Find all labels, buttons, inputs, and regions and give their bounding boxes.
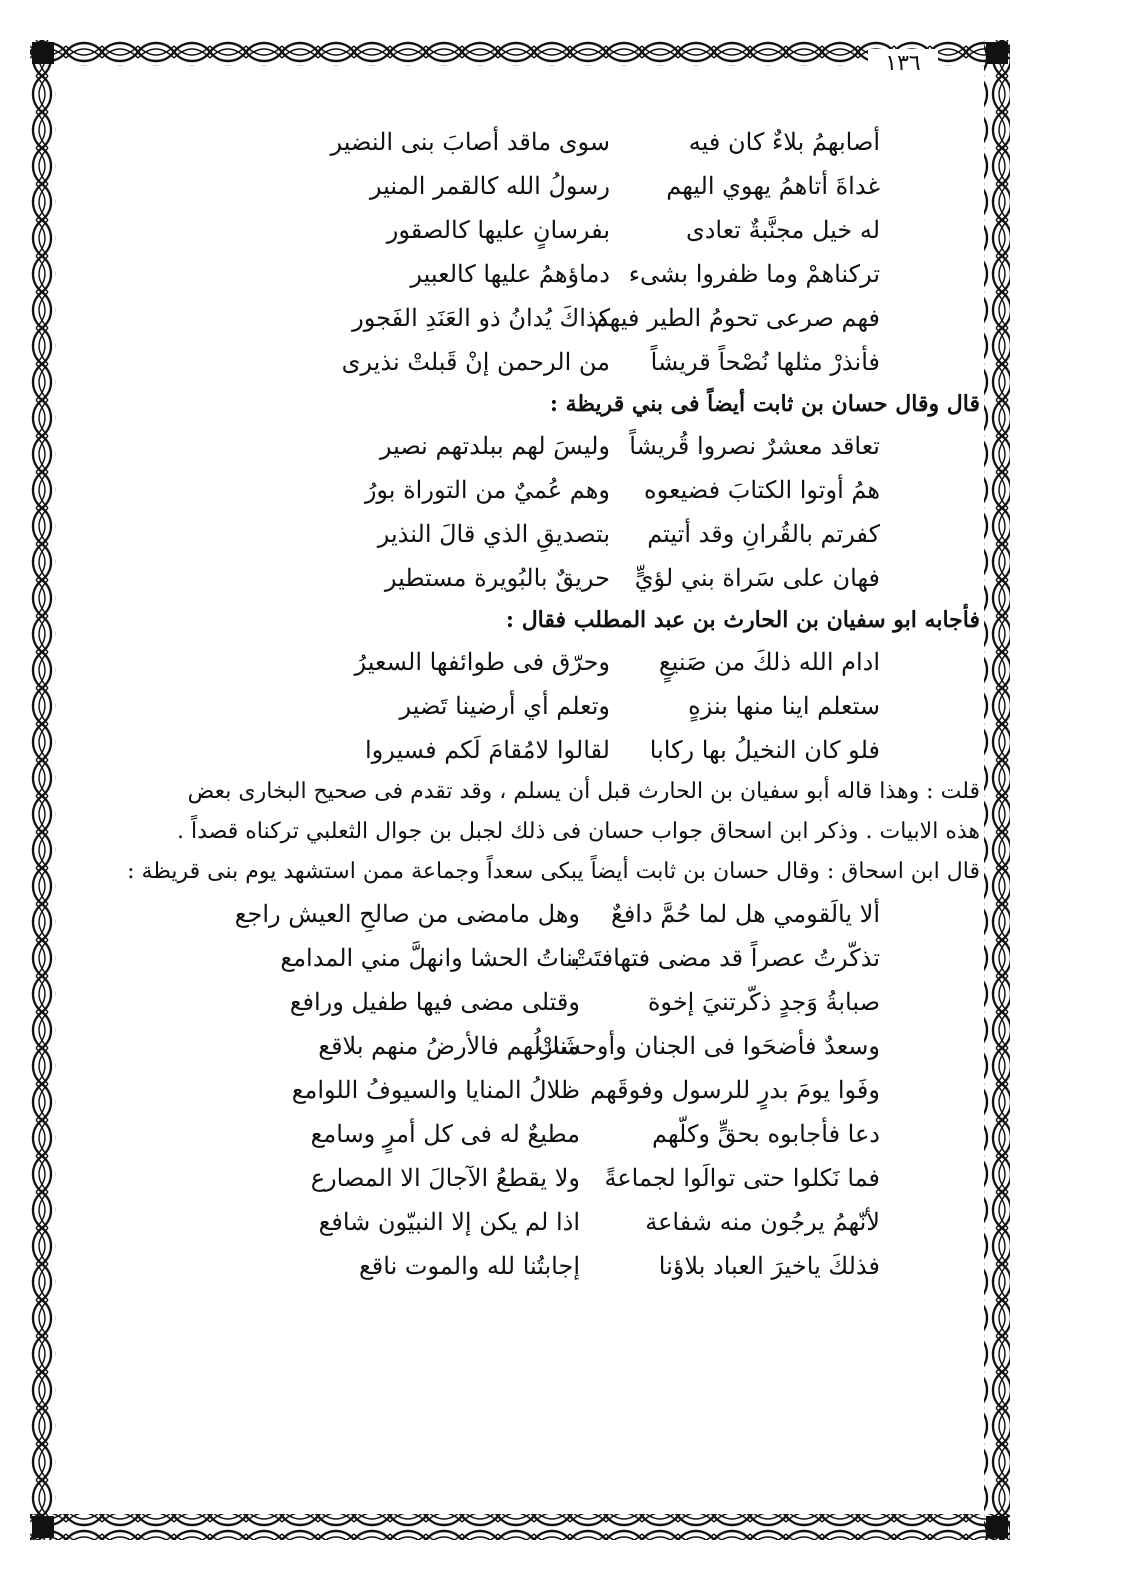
verse-line xyxy=(80,1112,880,1156)
verse-second-hemistich: بفرسانٍ عليها كالصقور xyxy=(386,216,610,244)
poem-1 xyxy=(80,120,880,384)
verse-second-hemistich: وقتلى مضى فيها طفيل ورافع xyxy=(289,988,580,1016)
verse-line xyxy=(80,728,880,772)
verse-second-hemistich: بتصديقِ الذي قالَ النذير xyxy=(377,520,610,548)
verse-line xyxy=(80,556,880,600)
verse-first-hemistich: وسعدٌ فأضحَوا فى الجنان وأوحشَتْ xyxy=(537,1032,880,1060)
verse-second-hemistich: مطيعٌ له فى كل أمرٍ وسامع xyxy=(310,1120,580,1148)
verse-first-hemistich: لأنّهمُ يرجُون منه شفاعة xyxy=(645,1208,880,1236)
verse-second-hemistich: ولا يقطعُ الآجالَ الا المصارع xyxy=(310,1164,580,1192)
verse-line xyxy=(80,164,880,208)
verse-first-hemistich: تركناهمْ وما ظفروا بشىء xyxy=(628,260,880,288)
verse-line xyxy=(80,120,880,164)
verse-line xyxy=(80,1156,880,1200)
verse-first-hemistich: فهم صرعى تحومُ الطير فيهم xyxy=(593,304,880,332)
prose-paragraph xyxy=(80,772,980,892)
verse-line xyxy=(80,296,880,340)
prose-line: قلت : وهذا قاله أبو سفيان بن الحارث قبل أن يسلم ، وقد تقدم فى صحيح البخارى بعض xyxy=(187,779,980,804)
verse-second-hemistich: وهم عُميٌ من التوراة بورُ xyxy=(364,476,610,504)
verse-second-hemistich: سوى ماقد أصابَ بنى النضير xyxy=(330,128,610,156)
verse-line xyxy=(80,980,880,1024)
page-number: ١٣٦ xyxy=(868,49,938,79)
verse-line xyxy=(80,252,880,296)
verse-line xyxy=(80,468,880,512)
verse-first-hemistich: ادام الله ذلكَ من صَنيعٍ xyxy=(658,648,880,676)
verse-line xyxy=(80,892,880,936)
verse-line xyxy=(80,208,880,252)
verse-first-hemistich: فما نَكلوا حتى توالَوا لجماعةً xyxy=(604,1164,880,1192)
verse-line xyxy=(80,640,880,684)
verse-first-hemistich: دعا فأجابوه بحقٍّ وكلّهم xyxy=(652,1120,880,1148)
verse-line xyxy=(80,424,880,468)
verse-first-hemistich: ألا يالَقومي هل لما حُمَّ دافعٌ xyxy=(611,900,880,928)
verse-second-hemistich: حريقٌ بالبُويرة مستطير xyxy=(384,564,610,592)
verse-second-hemistich: كذاكَ يُدانُ ذو العَنَدِ الفَجور xyxy=(352,304,610,332)
verse-second-hemistich: وحرّق فى طوائفها السعيرُ xyxy=(354,648,610,676)
verse-second-hemistich: بناتُ الحشا وانهلَّ مني المدامع xyxy=(280,944,580,972)
verse-line xyxy=(80,936,880,980)
poem-3 xyxy=(80,640,880,772)
verse-second-hemistich: منازلُهم فالأرضُ منهم بلاقع xyxy=(318,1032,580,1060)
section-heading-2: فأجابه ابو سفيان بن الحارث بن عبد المطلب فقال : xyxy=(505,607,980,633)
verse-line xyxy=(80,1024,880,1068)
verse-second-hemistich: اذا لم يكن إلا النبيّون شافع xyxy=(318,1208,580,1236)
verse-first-hemistich: فهان على سَراة بني لؤيٍّ xyxy=(634,564,880,592)
verse-first-hemistich: تعاقد معشرٌ نصروا قُريشاً xyxy=(629,432,880,460)
verse-first-hemistich: صبابةُ وَجدٍ ذكّرتنيَ إخوة xyxy=(647,988,880,1016)
verse-line xyxy=(80,684,880,728)
verse-line xyxy=(80,1068,880,1112)
section-heading-1: قال وقال حسان بن ثابت أيضاً فى بني قريظة : xyxy=(549,391,980,417)
verse-second-hemistich: وهل مامضى من صالحِ العيش راجع xyxy=(234,900,580,928)
prose-line: قال ابن اسحاق : وقال حسان بن ثابت أيضاً يبكى سعداً وجماعة ممن استشهد يوم بنى قريظة : xyxy=(127,859,980,884)
verse-second-hemistich: من الرحمن إنْ قَبلتْ نذيرى xyxy=(341,348,610,376)
verse-line xyxy=(80,512,880,556)
verse-line xyxy=(80,1200,880,1244)
verse-line xyxy=(80,1244,880,1288)
verse-first-hemistich: تذكّرتُ عصراً قد مضى فتهافتَتْ xyxy=(570,944,880,972)
verse-second-hemistich: لقالوا لامُقامَ لَكم فسيروا xyxy=(364,736,610,764)
page-content xyxy=(80,120,980,1288)
verse-second-hemistich: وليسَ لهم ببلدتهم نصير xyxy=(379,432,610,460)
poem-4 xyxy=(80,892,880,1288)
verse-first-hemistich: له خيل مجنَّبةٌ تعادى xyxy=(685,216,880,244)
verse-line xyxy=(80,340,880,384)
verse-first-hemistich: وفَوا يومَ بدرٍ للرسول وفوقَهم xyxy=(590,1076,880,1104)
poem-2 xyxy=(80,424,880,600)
prose-line: هذه الابيات . وذكر ابن اسحاق جواب حسان فى ذلك لجبل بن جوال الثعلبي تركناه قصداً . xyxy=(176,819,980,844)
verse-first-hemistich: أصابهمُ بلاءٌ كان فيه xyxy=(688,128,880,156)
verse-first-hemistich: همُ أوتوا الكتابَ فضيعوه xyxy=(644,476,880,504)
verse-first-hemistich: فذلكَ ياخيرَ العباد بلاؤنا xyxy=(658,1252,880,1280)
verse-first-hemistich: فأنذرْ مثلها نُصْحاً قريشاً xyxy=(650,348,880,376)
verse-first-hemistich: غداةَ أتاهمُ يهوي اليهم xyxy=(666,172,880,200)
verse-first-hemistich: ستعلم اينا منها بنزهٍ xyxy=(688,692,880,720)
verse-second-hemistich: رسولُ الله كالقمر المنير xyxy=(369,172,610,200)
verse-second-hemistich: دماؤهمُ عليها كالعبير xyxy=(410,260,610,288)
verse-second-hemistich: وتعلم أي أرضينا تَضير xyxy=(399,692,610,720)
verse-first-hemistich: فلو كان النخيلُ بها ركابا xyxy=(649,736,880,764)
verse-second-hemistich: إجابتُنا لله والموت ناقع xyxy=(359,1252,580,1280)
verse-first-hemistich: كفرتم بالقُرانِ وقد أتيتم xyxy=(647,520,880,548)
verse-second-hemistich: ظلالُ المنايا والسيوفُ اللوامع xyxy=(291,1076,580,1104)
